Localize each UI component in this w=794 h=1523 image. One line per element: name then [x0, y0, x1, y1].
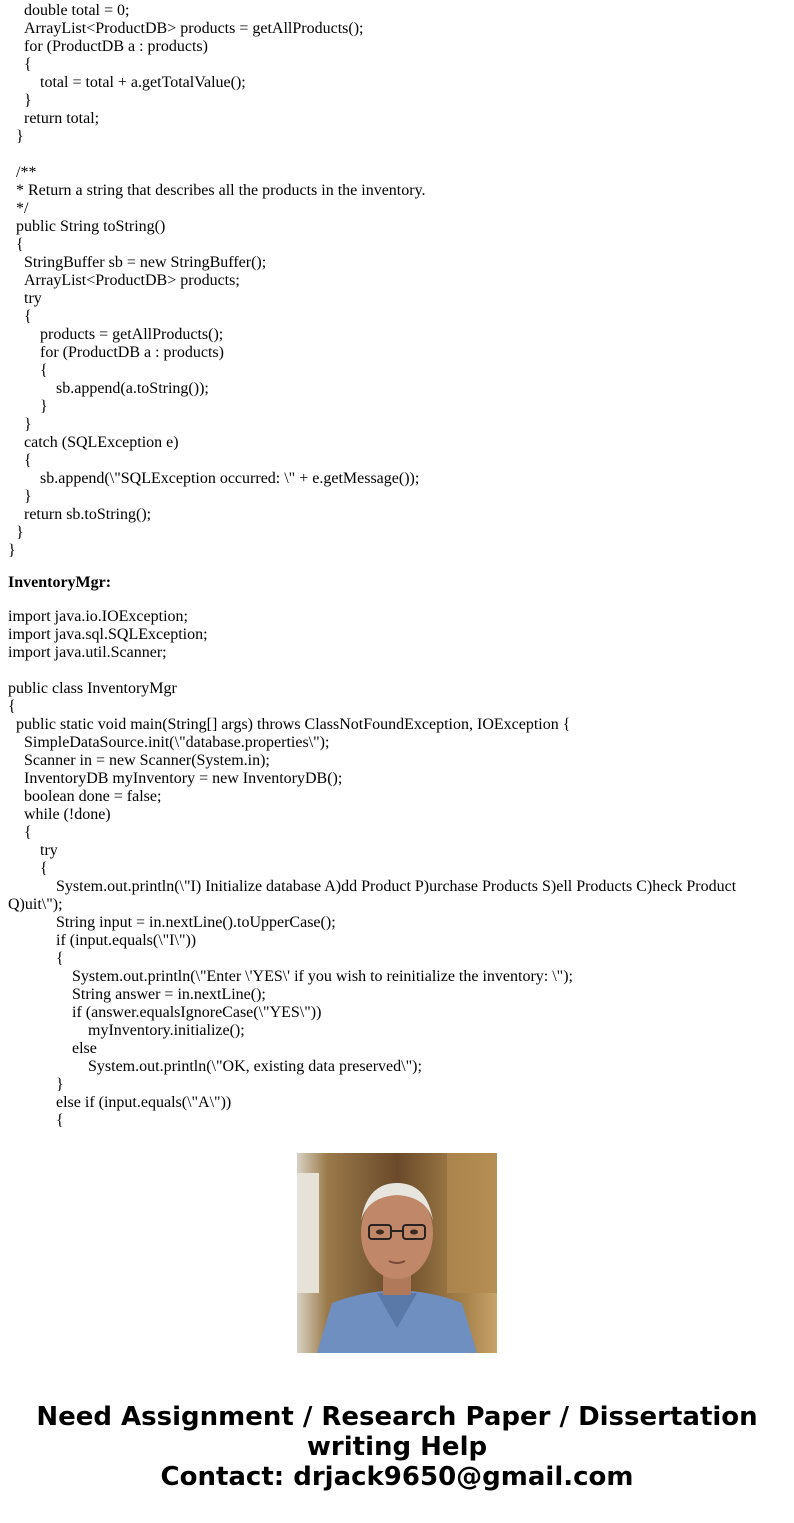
code-line: public class InventoryMgr — [8, 680, 177, 697]
promo-banner — [0, 1402, 794, 1492]
code-line: import java.util.Scanner; — [8, 644, 167, 661]
code-line: { — [8, 698, 16, 715]
code-line: if (answer.equalsIgnoreCase(\"YES\")) — [8, 1004, 322, 1021]
code-line — [8, 662, 786, 680]
code-block-inventorymgr — [8, 608, 786, 1129]
code-line: { — [8, 362, 48, 379]
code-line: public String toString() — [8, 218, 166, 235]
code-line: /** — [8, 164, 37, 181]
code-line: while (!done) — [8, 806, 111, 823]
author-photo — [297, 1153, 497, 1353]
code-line: ArrayList<ProductDB> products; — [8, 272, 240, 289]
code-line: */ — [8, 200, 29, 217]
code-line: { — [8, 950, 64, 967]
portrait-image — [297, 1153, 497, 1353]
code-line: for (ProductDB a : products) — [8, 344, 224, 361]
code-line: import java.sql.SQLException; — [8, 626, 208, 643]
code-line: } — [8, 542, 16, 559]
code-block-inventorydb — [8, 2, 786, 560]
code-line: ArrayList<ProductDB> products = getAllProducts(); — [8, 20, 364, 37]
code-line: } — [8, 524, 24, 541]
code-line: { — [8, 1112, 64, 1129]
code-line: boolean done = false; — [8, 788, 162, 805]
code-line: } — [8, 488, 32, 505]
code-line: try — [8, 290, 42, 307]
code-line: { — [8, 452, 32, 469]
code-line: String input = in.nextLine().toUpperCase(); — [8, 914, 336, 931]
code-line: } — [8, 1076, 64, 1093]
code-line: SimpleDataSource.init(\"database.properties\"); — [8, 734, 330, 751]
code-line: System.out.println(\"I) Initialize database A)dd Product P)urchase Products S)ell Products C)heck Product Q)uit\"); — [8, 878, 741, 913]
code-line: System.out.println(\"OK, existing data preserved\"); — [8, 1058, 422, 1075]
code-line: { — [8, 56, 32, 73]
code-line: { — [8, 860, 48, 877]
code-line: myInventory.initialize(); — [8, 1022, 245, 1039]
code-line: import java.io.IOException; — [8, 608, 188, 625]
code-line: InventoryDB myInventory = new InventoryDB(); — [8, 770, 343, 787]
code-line: return total; — [8, 110, 100, 127]
code-line: catch (SQLException e) — [8, 434, 179, 451]
code-line: else — [8, 1040, 97, 1057]
code-line: else if (input.equals(\"A\")) — [8, 1094, 232, 1111]
code-line: sb.append(\"SQLException occurred: \" + e.getMessage()); — [8, 470, 420, 487]
code-line: Scanner in = new Scanner(System.in); — [8, 752, 270, 769]
code-line: if (input.equals(\"I\")) — [8, 932, 197, 949]
code-line: public static void main(String[] args) throws ClassNotFoundException, IOException { — [8, 716, 571, 733]
code-line: sb.append(a.toString()); — [8, 380, 209, 397]
promo-contact-line: Contact: drjack9650@gmail.com — [160, 1462, 634, 1492]
promo-line-2: writing Help — [306, 1432, 488, 1462]
code-line: for (ProductDB a : products) — [8, 38, 208, 55]
promo-line-1: Need Assignment / Research Paper / Dissertation — [36, 1402, 758, 1432]
code-line: String answer = in.nextLine(); — [8, 986, 266, 1003]
code-line: total = total + a.getTotalValue(); — [8, 74, 246, 91]
code-line: return sb.toString(); — [8, 506, 152, 523]
section-heading: InventoryMgr: — [8, 574, 112, 591]
code-line: try — [8, 842, 58, 859]
code-line: } — [8, 398, 48, 415]
code-line: } — [8, 128, 24, 145]
code-line: products = getAllProducts(); — [8, 326, 224, 343]
code-line — [8, 146, 786, 164]
code-line: StringBuffer sb = new StringBuffer(); — [8, 254, 267, 271]
code-line: * Return a string that describes all the products in the inventory. — [8, 182, 426, 199]
code-line: System.out.println(\"Enter \'YES\' if you wish to reinitialize the inventory: \"); — [8, 968, 573, 985]
code-line: { — [8, 824, 32, 841]
code-line: { — [8, 308, 32, 325]
code-line: double total = 0; — [8, 2, 130, 19]
code-line: } — [8, 416, 32, 433]
code-line: { — [8, 236, 24, 253]
code-line: } — [8, 92, 32, 109]
